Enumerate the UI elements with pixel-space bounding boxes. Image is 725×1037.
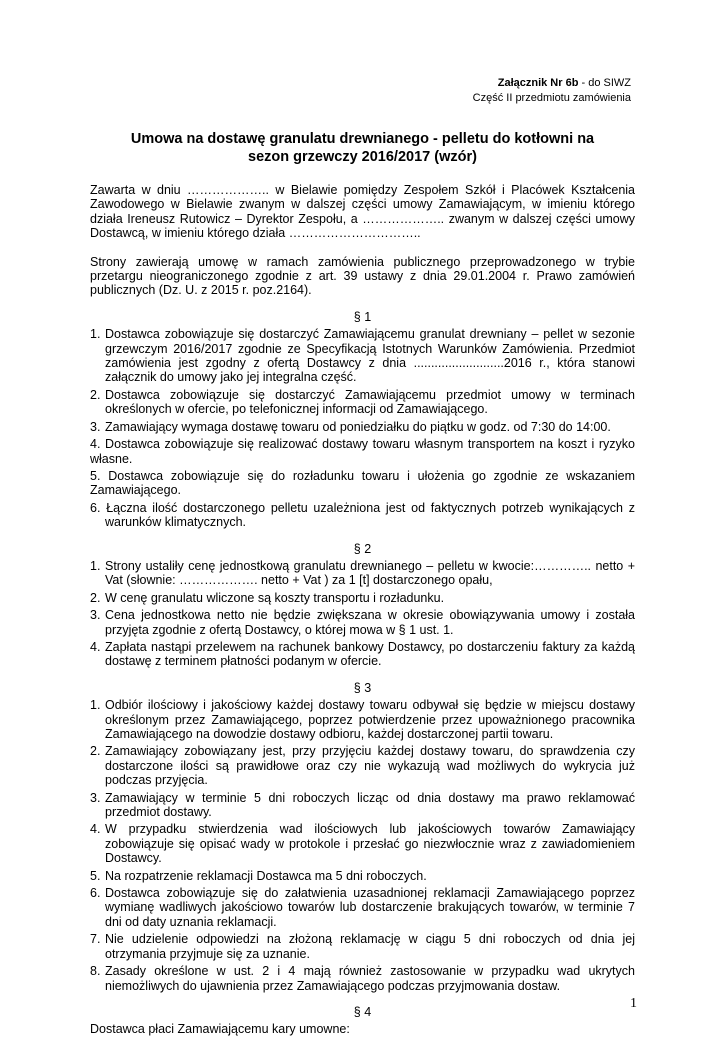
list-item: 4. Zapłata nastąpi przelewem na rachunek bankowy Dostawcy, po dostarczeniu faktury za każdą dostawę z terminem płatności podanym w ofercie. <box>90 639 635 669</box>
list-item: 1. Dostawca zobowiązuje się dostarczyć Zamawiającemu granulat drewniany – pellet w sezonie grzewczym 2016/2017 zgodnie ze Specyfikacją Istotnych Warunków Zamówienia. Przedmiot zamówienia jest zgodny z ofertą Dostawcy z dnia ..........................2016 r., która stanowi załącznik do umowy jako jej integralna część. <box>90 327 635 385</box>
list-item: 6. Łączna ilość dostarczonego pelletu uzależniona jest od faktycznych potrzeb wynikających z warunków klimatycznych. <box>90 500 635 530</box>
list-item: 4. Dostawca zobowiązuje się realizować dostawy towaru własnym transportem na koszt i ryzyko własne. <box>90 437 635 466</box>
list-item: 3. Cena jednostkowa netto nie będzie zwiększana w okresie obowiązywania umowy i została przyjęta zgodnie z ofertą Dostawcy, o której mowa w § 1 ust. 1. <box>90 608 635 637</box>
attachment-suffix: - do SIWZ <box>578 77 631 89</box>
list-item: 4. W przypadku stwierdzenia wad ilościowych lub jakościowych towarów Zamawiający zobowiązuje się opisać wady w protokole i przesłać go niezwłocznie wraz z zawiadomieniem Dostawcy. <box>90 822 635 866</box>
section-3-heading: § 3 <box>353 680 372 695</box>
list-item: 3. Zamawiający w terminie 5 dni roboczych licząc od dnia dostawy ma prawo reklamować przedmiot dostawy. <box>90 790 635 820</box>
list-item: 1. Odbiór ilościowy i jakościowy każdej dostawy towaru odbywał się będzie w miejscu dostawy określonym przez Zamawiającego, poprzez potwierdzenie przez upoważnionego pracownika Zamawiającego na dowodzie dostawy odbioru, każdej dostarczonej partii towaru. <box>90 698 635 741</box>
list-item: 5. Na rozpatrzenie reklamacji Dostawca ma 5 dni roboczych. <box>90 868 427 883</box>
list-item: 1. Strony ustaliły cenę jednostkową granulatu drewnianego – pelletu w kwocie:………….. netto + Vat (słownie: ………………. netto + Vat ) za 1 [t] dostarczonego opału, <box>90 558 635 588</box>
section-1-heading: § 1 <box>353 309 372 324</box>
page-number: 1 <box>630 996 637 1011</box>
attachment-part: Część II przedmiotu zamówienia <box>472 92 631 104</box>
section-4-text: Dostawca płaci Zamawiającemu kary umowne: <box>90 1022 350 1037</box>
intro-paragraph: Zawarta w dniu ……………….. w Bielawie pomiędzy Zespołem Szkół i Placówek Kształcenia Zawodowego w Bielawie zwanym w dalszej części umowy Zamawiającym, w imieniu którego działa Ireneusz Rutowicz – Dyrektor Zespołu, a ……………….. zwanym w dalszej części umowy Dostawcą, w imieniu którego działa ………………………….. <box>90 183 635 241</box>
list-item: 2. Dostawca zobowiązuje się dostarczyć Zamawiającemu przedmiot umowy w terminach określonych w ofercie, po telefonicznej informacji od Zamawiającego. <box>90 387 635 417</box>
document-body <box>90 183 635 1037</box>
document-title: Umowa na dostawę granulatu drewnianego - pelletu do kotłowni na sezon grzewczy 2016/2017 (wzór) <box>130 131 595 165</box>
section-4-heading: § 4 <box>353 1004 372 1019</box>
section-2-heading: § 2 <box>353 541 372 556</box>
list-item: 2. Zamawiający zobowiązany jest, przy przyjęciu każdej dostawy towaru, do sprawdzenia czy dostarczone ilości są prawidłowe oraz czy nie wykazują wad możliwych do wykrycia już podczas przyjęcia. <box>90 744 635 788</box>
section-1-list <box>90 327 635 529</box>
preamble-paragraph: Strony zawierają umowę w ramach zamówienia publicznego przeprowadzonego w trybie przetargu nieograniczonego zgodnie z art. 39 ustawy z dnia 29.01.2004 r. Prawo zamówień publicznych (Dz. U. z 2015 r. poz.2164). <box>90 254 635 298</box>
section-2-list <box>90 559 635 669</box>
section-3-list <box>90 698 635 993</box>
list-item: 2. W cenę granulatu wliczone są koszty transportu i rozładunku. <box>90 590 445 605</box>
list-item: 7. Nie udzielenie odpowiedzi na złożoną reklamację w ciągu 5 dni roboczych od dnia jej otrzymania przyjmuje się za uznanie. <box>90 932 635 961</box>
attachment-header <box>473 76 631 106</box>
list-item: 8. Zasady określone w ust. 2 i 4 mają również zastosowanie w przypadku wad ukrytych niemożliwych do ujawnienia przez Zamawiającego podczas przyjmowania dostaw. <box>90 964 635 993</box>
attachment-number: Załącznik Nr 6b <box>497 77 579 89</box>
list-item: 3. Zamawiający wymaga dostawę towaru od poniedziałku do piątku w godz. od 7:30 do 14:00. <box>90 419 611 434</box>
list-item: 6. Dostawca zobowiązuje się do załatwienia uzasadnionej reklamacji Zamawiającego poprzez wymianę wadliwych jakościowo towarów lub dostarczenie brakujących towarów, w terminie 7 dni od daty uznania reklamacji. <box>90 886 635 929</box>
list-item: 5. Dostawca zobowiązuje się do rozładunku towaru i ułożenia go zgodnie ze wskazaniem Zamawiającego. <box>90 468 635 498</box>
